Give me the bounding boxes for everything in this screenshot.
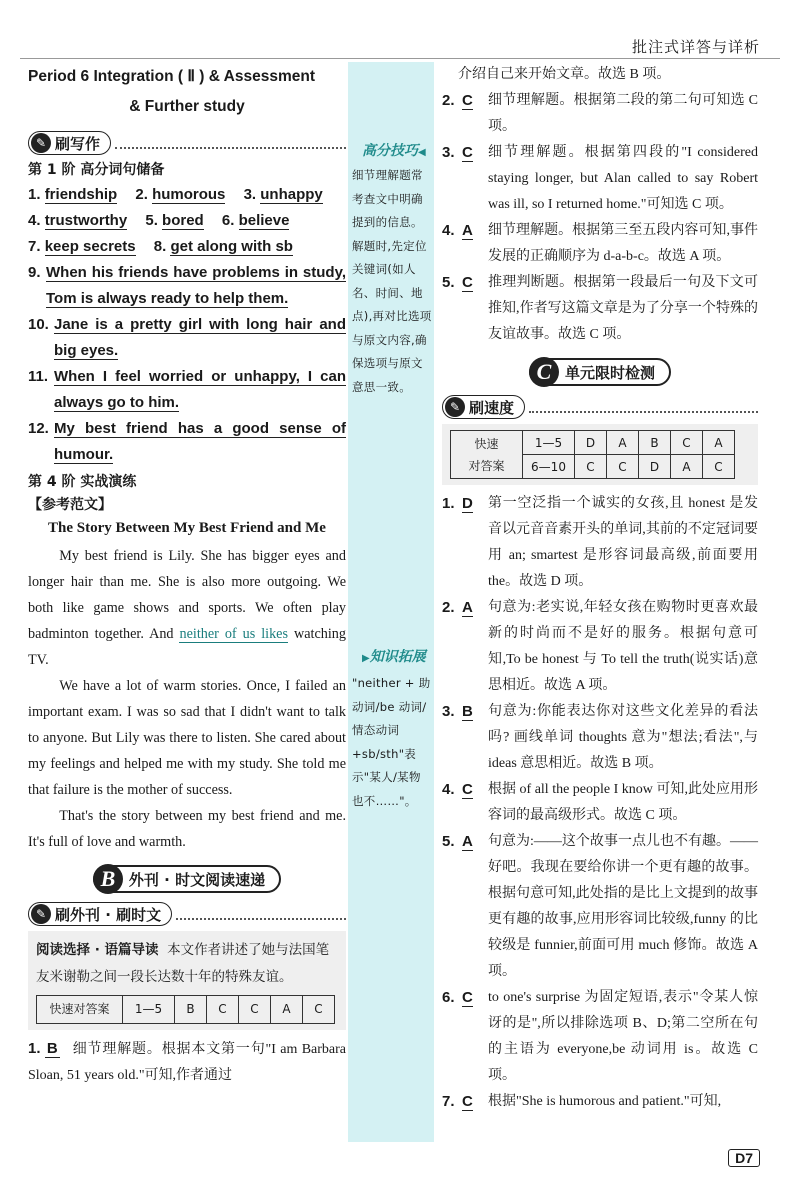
speed-answer-table: 快速 对答案 1—5 D A B C A 6—10 C C D A C xyxy=(450,430,735,479)
write-section-header xyxy=(28,130,346,156)
sentence-answer: 11. When I feel worried or unhappy, I can always go to him. xyxy=(28,368,346,411)
unit-b-header xyxy=(28,865,346,893)
sentence-answer: 10. Jane is a pretty girl with long hair and big eyes. xyxy=(28,316,346,359)
unit-c-letter: C xyxy=(529,357,559,387)
vocab-row: 1. friendship 2. humorous 3. unhappy xyxy=(28,186,323,203)
read-section-header xyxy=(28,901,346,927)
vocab-row: 4. trustworthy 5. bored 6. believe xyxy=(28,212,290,229)
tip-text-knowledge: "neither + 助动词/be 动词/情态动词+sb/sth"表示"某人/某物也不……"。 xyxy=(352,676,431,808)
answer-item: 5. A 句意为:——这个故事一点儿也不有趣。——好吧。我现在要给你讲一个更有趣的故事。根据句意可知,此处指的是比上文提到的故事更有趣的故事,应用形容词比较级,funny 的比较级是 funnier,前面可用 much 修饰。故选 A 项。 xyxy=(442,833,758,979)
period-title-line2: & Further study xyxy=(129,98,245,115)
read-badge: ✎ 刷外刊 · 刷时文 xyxy=(28,902,172,926)
highlighted-phrase: neither of us likes xyxy=(179,626,289,642)
right-column xyxy=(442,62,758,1115)
speed-answers xyxy=(442,491,758,1115)
reading-guide-box xyxy=(28,931,346,1030)
answer-item: 6. C to one's surprise 为固定短语,表示"令某人惊讶的是",所以排除选项 B、D;第二空所在句的主语为 everyone,be 动词用 is。故选 C 项。 xyxy=(442,989,758,1083)
reading-guide: 阅读选择 · 语篇导读 本文作者讲述了她与法国笔友米谢勒之间一段长达数十年的特殊友谊。 xyxy=(36,942,330,985)
unit-c-label: 单元限时检测 xyxy=(564,363,655,382)
answer-item: 3. B 句意为:你能表达你对这些文化差异的看法吗? 画线单词 thoughts 意为"想法;看法",与 ideas 意思相近。故选 B 项。 xyxy=(442,703,758,771)
brush-icon: ✎ xyxy=(445,397,465,417)
unit-c-header xyxy=(442,358,758,386)
speed-answer-box xyxy=(442,424,758,485)
reading-answer-1: 1. B 细节理解题。根据本文第一句"I am Barbara Sloan, 51 years old."可知,作者通过 xyxy=(28,1040,347,1083)
essay-body xyxy=(28,543,346,855)
answer-item: 3. C 细节理解题。根据第四段的"I considered staying longer, but Alan called to say Robert was ill, so I returned home."可知选 C 项。 xyxy=(442,144,758,212)
page-header-title: 批注式详答与详析 xyxy=(631,38,760,56)
unit-b-label: 外刊 · 时文阅读速递 xyxy=(128,870,266,889)
answer-item: 4. C 根据 of all the people I know 可知,此处应用形容词的最高级形式。故选 C 项。 xyxy=(442,781,758,823)
vocab-row: 7. keep secrets 8. get along with sb xyxy=(28,238,293,255)
stage1-heading: 第 1 阶 高分词句储备 xyxy=(28,162,165,178)
dotted-rule xyxy=(176,908,346,920)
essay-paragraph: We have a lot of warm stories. Once, I failed an important exam. I was so sad that I didn't want to talk to anyone. But Lily was there to listen. She cared about my feelings and helped me with my study. She told me that failure is the mother of success. xyxy=(28,678,346,798)
write-badge: ✎ 刷写作 xyxy=(28,131,111,155)
answer-item: 2. A 句意为:老实说,年轻女孩在购物时更喜欢最新的时尚而不是好的服务。根据句意可知,To be honest 与 To tell the truth(说实话)意思相近。故选 A 项。 xyxy=(442,599,758,693)
page-number: D7 xyxy=(728,1149,760,1167)
speed-badge: ✎ 刷速度 xyxy=(442,395,525,419)
answer-item: 5. C 推理判断题。根据第一段最后一句及下文可推知,作者写这篇文章是为了分享一个特殊的友谊故事。故选 C 项。 xyxy=(442,274,758,342)
reference-label: 【参考范文】 xyxy=(28,497,112,513)
answer-item: 2. C 细节理解题。根据第二段的第二句可知选 C 项。 xyxy=(442,92,758,134)
tip-heading-skill: 高分技巧◀ xyxy=(362,143,426,159)
unit-b-letter: B xyxy=(93,864,123,894)
tip-heading-knowledge: ▶知识拓展 xyxy=(362,649,426,665)
period-title-line1: Period 6 Integration ( Ⅱ ) & Assessment xyxy=(28,68,315,85)
sentence-answer: 12. My best friend has a good sense of humour. xyxy=(28,420,346,463)
essay-paragraph: My best friend is Lily. She has bigger eyes and longer hair than me. She is also more outgoing. We both like game shows and sports. We often play badminton together. And neither of us likes watching TV. xyxy=(28,548,346,668)
essay-title: The Story Between My Best Friend and Me xyxy=(48,520,326,536)
stage4-heading: 第 4 阶 实战演练 xyxy=(28,474,137,490)
tip-text-skill: 细节理解题常考查文中明确提到的信息。解题时,先定位关键词(如人名、时间、地点),再对比选项与原文内容,确保选项与原文意思一致。 xyxy=(352,168,432,394)
continued-text: 介绍自己来开始文章。故选 B 项。 xyxy=(458,67,671,82)
answer-item: 1. D 第一空泛指一个诚实的女孩,且 honest 是发音以元音音素开头的单词,其前的不定冠词要用 an; smartest 是形容词最高级,前面要用 the。故选 D 项。 xyxy=(442,495,758,589)
header-rule xyxy=(20,58,780,59)
essay-paragraph: That's the story between my best friend and me. It's full of love and warmth. xyxy=(28,808,346,850)
sentence-answer: 9. When his friends have problems in study, Tom is always ready to help them. xyxy=(28,264,346,307)
period-title xyxy=(28,62,346,122)
left-column xyxy=(28,62,346,1089)
speed-section-header xyxy=(442,394,758,420)
dotted-rule xyxy=(115,137,346,149)
answer-item: 4. A 细节理解题。根据第三至五段内容可知,事件发展的正确顺序为 d-a-b-c。故选 A 项。 xyxy=(442,222,758,264)
dotted-rule xyxy=(529,401,758,413)
brush-icon: ✎ xyxy=(31,133,51,153)
brush-icon: ✎ xyxy=(31,904,51,924)
quick-answer-table: 快速对答案 1—5 B C C A C xyxy=(36,995,335,1024)
answer-item: 7. C 根据"She is humorous and patient."可知, xyxy=(442,1093,722,1110)
